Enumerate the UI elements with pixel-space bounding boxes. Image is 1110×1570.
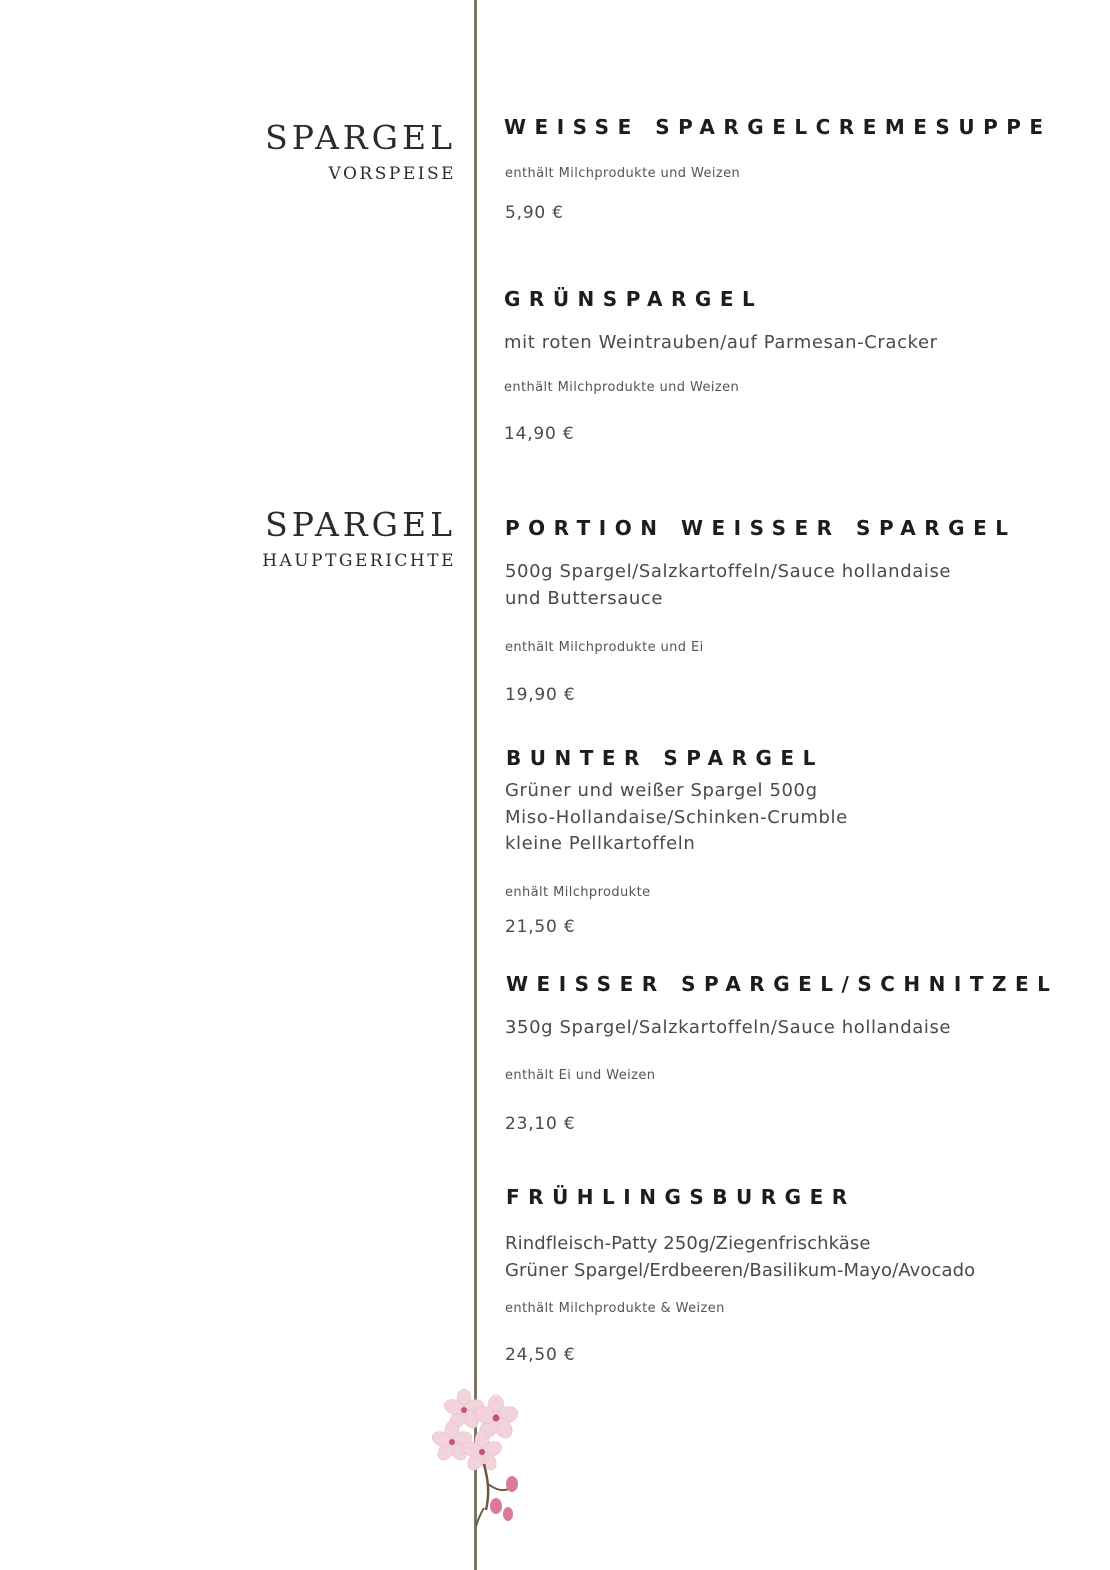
dish-title: GRÜNSPARGEL <box>504 287 764 311</box>
dish-allergens: enthält Milchprodukte & Weizen <box>505 1301 725 1316</box>
dish-allergens: enthält Milchprodukte und Weizen <box>504 380 740 395</box>
dish-description-line: und Buttersauce <box>505 588 664 609</box>
dish-title: BUNTER SPARGEL <box>506 746 824 770</box>
dish-description-line: 350g Spargel/Salzkartoffeln/Sauce hollandaise <box>505 1017 952 1038</box>
section-subtitle: VORSPEISE <box>328 164 456 184</box>
dish-title: WEISSER SPARGEL/SCHNITZEL <box>506 972 1059 996</box>
dish-description <box>505 1230 975 1284</box>
dish-description-line: Grüner und weißer Spargel 500g <box>505 780 818 801</box>
dish-description-line: mit roten Weintrauben/auf Parmesan-Cracker <box>504 332 938 353</box>
cherry-blossom-icon <box>424 1380 534 1530</box>
dish-allergens: enthält Milchprodukte und Weizen <box>505 166 741 181</box>
dish-title: FRÜHLINGSBURGER <box>506 1185 856 1209</box>
dish-price: 24,50 € <box>505 1345 576 1365</box>
dish-price: 14,90 € <box>504 424 575 444</box>
dish-description <box>505 1014 951 1041</box>
dish-price: 5,90 € <box>505 203 564 223</box>
dish-description <box>505 558 951 612</box>
dish-allergens: enhält Milchprodukte <box>505 885 651 900</box>
vertical-divider <box>474 0 477 1570</box>
dish-description-line: Miso-Hollandaise/Schinken-Crumble <box>505 806 848 828</box>
dish-description-line: kleine Pellkartoffeln <box>505 833 696 854</box>
section-subtitle: HAUPTGERICHTE <box>262 551 456 571</box>
section-title: SPARGEL <box>265 118 456 157</box>
dish-allergens: enthält Milchprodukte und Ei <box>505 640 704 655</box>
dish-price: 23,10 € <box>505 1114 576 1134</box>
dish-description <box>505 778 848 858</box>
dish-price: 19,90 € <box>505 685 576 705</box>
dish-description-line: 500g Spargel/Salzkartoffeln/Sauce hollandaise <box>505 561 952 582</box>
dish-price: 21,50 € <box>505 917 576 937</box>
dish-title: PORTION WEISSER SPARGEL <box>505 516 1017 540</box>
section-title: SPARGEL <box>265 505 456 544</box>
dish-allergens: enthält Ei und Weizen <box>505 1068 656 1083</box>
dish-description-line: Grüner Spargel/Erdbeeren/Basilikum-Mayo/Avocado <box>505 1260 976 1281</box>
section-heading-vorspeise <box>265 118 456 186</box>
dish-description <box>504 329 938 356</box>
section-heading-hauptgerichte <box>262 505 456 573</box>
dish-description-line: Rindfleisch-Patty 250g/Ziegenfrischkäse <box>505 1233 871 1254</box>
dish-title: WEISSE SPARGELCREMESUPPE <box>504 115 1052 139</box>
